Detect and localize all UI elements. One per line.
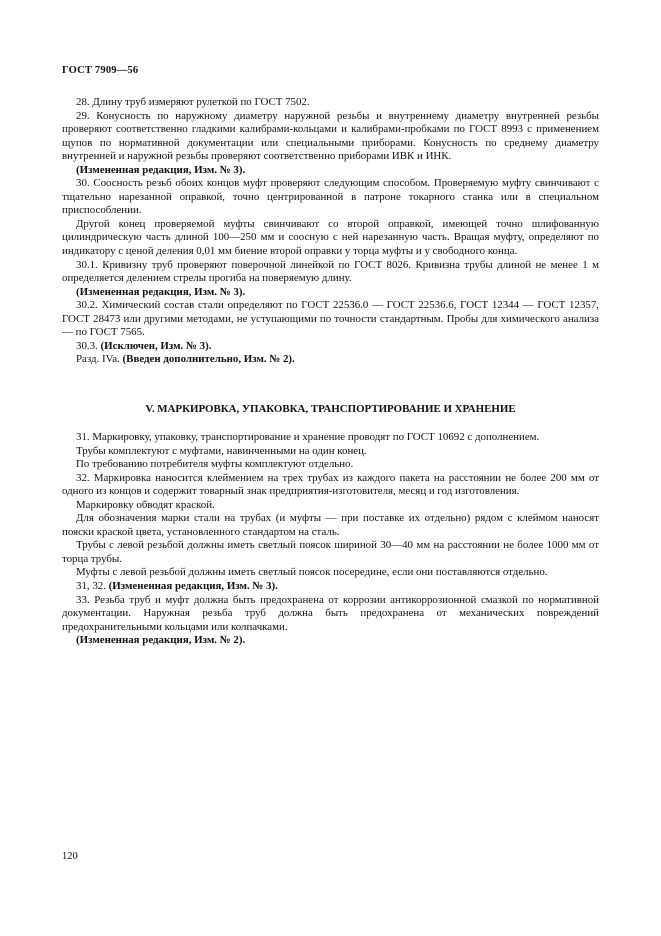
paragraph-text: 30. Соосность резьб обоих концов муфт проверяют следующим способом. Проверяемую муфту свинчивают с тщательно нарезанной оправкой, точно центрированной в патроне токарного станка или в специальном приспособлении. bbox=[62, 177, 599, 217]
paragraph-text: 30.2. Химический состав стали определяют по ГОСТ 22536.0 — ГОСТ 22536.6, ГОСТ 12344 — ГОСТ 12357, ГОСТ 28473 или другими методами, не уступающими по точности стандартным. Пробы для химического анализа — по ГОСТ 7565. bbox=[62, 299, 599, 339]
paragraph-text: Трубы комплектуют с муфтами, навинченными на один конец. bbox=[76, 444, 367, 457]
paragraph bbox=[62, 472, 599, 499]
paragraph-text: Трубы с левой резьбой должны иметь светлый поясок шириной 30—40 мм на расстоянии не более 1000 мм от торца трубы. bbox=[62, 539, 599, 565]
amendment-note: (Измененная редакция, Изм. № 3). bbox=[108, 580, 278, 593]
amendment-note: (Измененная редакция, Изм. № 3). bbox=[76, 285, 246, 298]
paragraph-text: По требованию потребителя муфты комплектуют отдельно. bbox=[76, 458, 354, 471]
paragraph bbox=[62, 566, 599, 580]
paragraph-text: 29. Конусность по наружному диаметру наружной резьбы и внутреннему диаметру внутренней резьбы проверяют соответственно гладкими калибрами-кольцами и калибрами-пробками по ГОСТ 8993 с применением щупов по нормативной документации или специальными приборами. Конусность по среднему диаметру внутренней и наружной резьбы проверяют соответственно приборами ИВК и ИНК. bbox=[62, 109, 599, 163]
paragraph-text: Муфты с левой резьбой должны иметь светлый поясок посередине, если они поставляются отдельно. bbox=[76, 566, 548, 579]
paragraph-text: 31, 32. bbox=[76, 580, 109, 593]
paragraph bbox=[62, 499, 599, 513]
paragraph bbox=[62, 512, 599, 539]
paragraph bbox=[62, 110, 599, 164]
amendment-note: (Исключен, Изм. № 3). bbox=[100, 339, 212, 352]
paragraph bbox=[62, 431, 599, 445]
paragraph bbox=[62, 218, 599, 259]
paragraph bbox=[62, 634, 599, 648]
paragraph bbox=[62, 177, 599, 218]
paragraph-text: 28. Длину труб измеряют рулеткой по ГОСТ 7502. bbox=[76, 96, 310, 108]
paragraph bbox=[62, 580, 599, 594]
paragraph bbox=[62, 594, 599, 635]
paragraph-text: Другой конец проверяемой муфты свинчивают со второй оправкой, имеющей точно шлифованную цилиндрическую часть длиной 100—250 мм и соосную с ней нарезанную часть. Вращая муфту, определяют по индикатору с ценой деления 0,01 мм биение второй оправки у торца муфты и у свободного конца. bbox=[62, 217, 599, 258]
paragraph bbox=[62, 340, 599, 354]
text-block-section-iv bbox=[62, 96, 599, 367]
paragraph bbox=[62, 286, 599, 300]
paragraph-text: 33. Резьба труб и муфт должна быть предохранена от коррозии антикоррозионной смазкой по нормативной документации. Наружная резьба труб должна быть предохранена от механических повреждений предохранительными кольцами или колпачками. bbox=[62, 593, 599, 633]
paragraph bbox=[62, 445, 599, 459]
amendment-note: (Измененная редакция, Изм. № 2). bbox=[76, 634, 246, 647]
paragraph-text: 30.1. Кривизну труб проверяют поверочной линейкой по ГОСТ 8026. Кривизна трубы длиной не менее 1 м определяется делением стрелы прогиба на поверяемую длину. bbox=[62, 258, 599, 285]
paragraph bbox=[62, 164, 599, 178]
paragraph bbox=[62, 353, 599, 367]
paragraph-text: Для обозначения марки стали на трубах (и муфты — при поставке их отдельно) рядом с клеймом наносят пояски краской цвета, установленного стандартом на сталь. bbox=[62, 512, 599, 538]
paragraph bbox=[62, 458, 599, 472]
amendment-note: (Измененная редакция, Изм. № 3). bbox=[76, 163, 246, 176]
amendment-note: (Введен дополнительно, Изм. № 2). bbox=[122, 353, 295, 366]
paragraph-text: Разд. IVa. bbox=[76, 353, 123, 366]
section-title: V. МАРКИРОВКА, УПАКОВКА, ТРАНСПОРТИРОВАНИЕ И ХРАНЕНИЕ bbox=[145, 403, 516, 415]
paragraph-text: Маркировку обводят краской. bbox=[76, 498, 215, 511]
paragraph-text: 30.3. bbox=[76, 339, 101, 352]
paragraph-text: 32. Маркировка наносится клеймением на трех трубах из каждого пакета на расстоянии не более 200 мм от одного из концов и содержит товарный знак предприятия-изготовителя, месяц и год изготовления. bbox=[62, 471, 599, 498]
text-block-section-v bbox=[62, 431, 599, 648]
paragraph bbox=[62, 539, 599, 566]
paragraph bbox=[62, 259, 599, 286]
running-header: ГОСТ 7909—56 bbox=[62, 65, 139, 76]
paragraph-text: 31. Маркировку, упаковку, транспортирование и хранение проводят по ГОСТ 10692 с дополнением. bbox=[76, 431, 540, 443]
paragraph bbox=[62, 96, 599, 110]
paragraph bbox=[62, 299, 599, 340]
page-number: 120 bbox=[62, 851, 78, 862]
